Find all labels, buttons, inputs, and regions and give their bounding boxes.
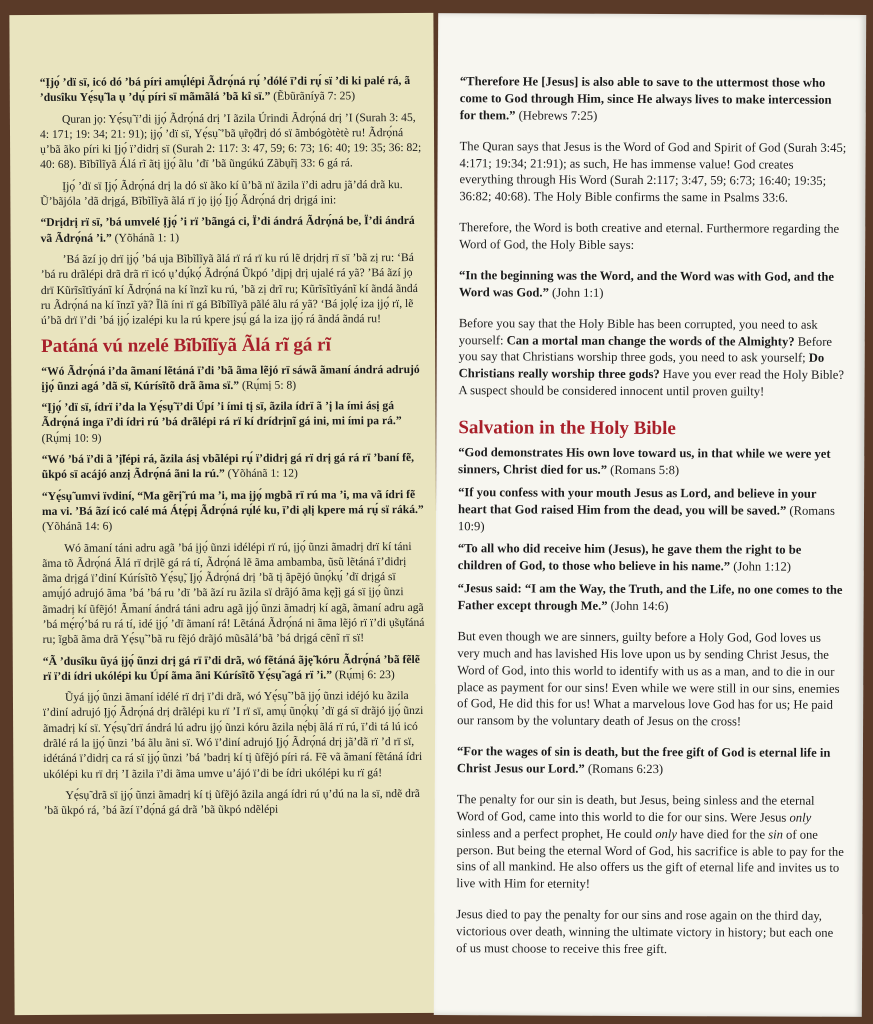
paragraph: Jesus died to pay the penalty for our sins and rose again on the third day, victorious over death, winning the ultimate victory in history; but each one of us must choose to receive this free gift. [456,907,834,957]
quote-ref: (Hebrews 7:25) [518,108,598,123]
paragraph: Yẹ́sụ̃ drã sï ịjọ́ ũnzi ãmadrị kí tị ũfẽjó ãzila angá ídri rú ụ’dú na la sï, ndẽ drã ’bã ũkpó rá, ’bá ãzí ï’dọ́ná gá drã ’bã ũkpó ndẽlépi [43,786,420,818]
quote-text: “Wó ’bá ï’di ã ’ị̃lépi rá, ãzila ásị vbãlépi rụ́ ï’didrị gá rï drị gá rá rï ’baní fẽ, ũkpó sï acájó anzị Ãdrọ́ná ãni la rú.” [41,451,415,482]
quote-john-1-1 [459,267,847,302]
quote-hebrews [460,73,848,125]
paragraph: Quran jọ: Yẹ́sụ̃ ï’di ịjọ́ Ãdrọ́ná drị ’I ãzila Úrindi Ãdrọ́ná drị ’I (Surah 3: 45, 4: 171; 19: 34; 21: 91); ịjọ́ ’dï sï, Yẹ́sụ̃ ’bã ụ̃rọ̃drị dó sï ãmbógòtètè ru! Ãdrọ́ná ụ’bã ãko píri ki Ịjọ́ ï’didrị sï (Surah 2: 117: 3: 47, 59; 6: 73; 16: 40; 19: 35; 36: 82; 40: 68). Bĩbĩlĩyã Álá rĩ ãtị ịjọ́ ãlu ’dï ’bã ũngúkú Zãbụ̃rị 33: 6 gá rá. [39,110,422,172]
quote-text: “To all who did receive him (Jesus), he gave them the right to be children of God, to those who believe in his name.” [457,541,802,574]
quote-john-1-1-aringa [40,213,422,246]
section-heading: Salvation in the Holy Bible [458,417,676,440]
text-run: The penalty for our sin is death, but Jesus, being sinless and the eternal Word of God, came into this world to die for our sins. Were Jesus [456,792,815,825]
quote [42,450,424,483]
quote-text: “Wó Ãdrọ́ná i’da ãmaní lẽtáná ï’di ’bã ãma lẽjó rï sáwã ãmaní ándrá adrujó ịjọ́ ũnzi agá ’dã sï, Kúrísĩtõ drã ãma sï.” [41,362,420,393]
quote-ref: (Rụ́mị 6: 23) [334,667,395,682]
quote [41,398,423,446]
paragraph: Therefore, the Word is both creative and eternal. Furthermore regarding the Word of God, the Holy Bible says: [459,220,840,252]
quote-text: “Ịjọ́ ’dï sï, icó dó ’bá píri amụ́lépi Ãdrọ́ná rụ́ ’dólé ï’di rụ́ sï ’di ki palé rá, ã ’dusîku Yẹ́sụ̃ la ụ ’dụ́ píri sï mãmãlá ’bã kî sï.” [39,74,411,105]
quote [458,541,846,576]
quote-text: “If you confess with your mouth Jesus as Lord, and believe in your heart that God raised Him from the dead, you will be saved.” [457,484,817,518]
quote-text: “For the wages of sin is death, but the free gift of God is eternal life in Christ Jesus our Lord.” [456,744,831,776]
quote [457,743,845,778]
quote-text: “Yẹ́sụ̃ umvi ïvdiní, “Ma gẽrị̃ rú ma ’i, ma ịjọ́ mgbã rï rú ma ’i, ma vã ídri fẽ ma vi. ’Bá ãzí icó calé má Átẹ́pị Ãdrọ́ná rụ́lé ku, ï’di ạlị kpere má rụ́ sï ráká.” [41,487,424,518]
text-run-bold: Can a mortal man change the words of the Almighty? [506,332,795,349]
text-run-italic: only [789,810,812,825]
quote-ref: (Rụ́mị 10: 9) [41,431,102,445]
quote-ref: (Yõhánã 14: 6) [42,519,113,534]
quote-ref: (John 14:6) [610,598,669,614]
paragraph: Ịjọ́ ’dï sï Ịjọ́ Ãdrọ́ná drị la dó sï ãko kí ũ’bã nï ãzila ï’di adru jã’dá drã ku. Ũ’bãjóla ’dã drịgá, Bĩbĩlĩyã ãlá rï jọ ịjọ́ Ịjọ́ Ãdrọ́ná drị drịgá ini: [40,177,403,209]
paragraph: The Quran says that Jesus is the Word of God and Spirit of God (Surah 3:45; 4:171; 19:34; 21:91); as such, He has immense value! God creates everything through His Word (Surah 2:117; 3:47, 59; 6:73; 16:40; 19:35; 36:82; 40:68). The Holy Bible confirms the same in Psalms 33:6. [459,138,847,205]
paragraph: But even though we are sinners, guilty before a Holy God, God loves us very much and has lavished His love upon us by sending Christ Jesus, the Word of God, into this world to identify with us as a man, and to die in our place as payment for our sins! Even while we were still in our sins, enemies of God, He did this for us! What a marvelous love God has for us; He paid our ransom by the voluntary death of Jesus on the cross! [457,629,840,729]
quote-text: “Therefore He [Jesus] is also able to save to the uttermost those who come to God through Him, since He always lives to make intercession for them.” [459,74,832,123]
quote [42,487,424,535]
text-run: Have you ever read the Holy Bible? A suspect should be considered innocent until proven guilty! [458,367,844,399]
quote-text: “Drịdrị rï sï, ’bá umvelé Ịjọ́ ’i rï ’bãngá ci, Ï’di ándrá Ãdrọ́ná be, Ï’di ándrá vã Ãdrọ́ná ’i.” [40,214,415,245]
text-run: have died for the [676,826,769,842]
paragraph: ’Bá ãzí jọ drï ịjọ́ ’bá uja Bĩbĩlĩyã ãlá rï rá rï ku rú lẽ drịdrị rï sï ’bã zị ru: ‘Bá ’bá ru drãlépi drã drã rï icó ụ’dụ́kọ́ Ãdrọ́ná Ũkpó ’dịpị drị ujalé rá yã? ’Bá ãzí jọ drï Kũrĩsĩtĩyánĩ kí Ãdrọ́ná na kí ĩnzĩ ku rú, ’bã zị drĩ ru; Kũrĩsĩtĩyánĩ kí ãndá ãndá ru Ãdrọ́ná na kí ĩnzĩ yã? Ĩlã íni rï gá Bĩbĩlĩyã pãlé ãlu rá yã? ‘Bá jọlẹ́ iza ịjọ́ rï, lẽ ú’bã drï ï’di ’bá ịjọ́ izalépi ku la rú kpere jsụ́ gá la iza ịjọ́ rá ãndá ãndá ru! [40,250,418,328]
paragraph-penalty [456,791,844,894]
quote-ref: (John 1:12) [733,559,791,574]
quote [458,484,846,536]
quote-ref: (Ẽbũrãníyã 7: 25) [273,89,356,104]
quote-ref: (Romans 6:23) [587,761,664,777]
text-run: Before you say that the Holy Bible has been corrupted, you need to ask yourself: [458,315,818,347]
quote [458,580,846,615]
section-heading: Patáná vú nzelé Bĩbĩlĩyã Ãlá rĩ gá rĩ [41,334,331,358]
quote-ref: (John 1:1) [552,285,604,300]
quote [458,444,846,479]
left-page [9,13,438,1015]
quote-text: “Jesus said: “I am the Way, the Truth, and the Life, no one comes to the Father except through Me.” [457,581,843,613]
text-run: sinless and a perfect prophet, He could [456,825,656,841]
right-page [434,13,866,1017]
text-run: Before you say that Christians worship three gods, you need to ask yourself; [458,334,833,366]
quote-text: “Ịjọ́ ’dï sï, ídrï i’da la Yẹ́sụ̃ ï’di Úpí ’i ími tị sï, ãzila ídrï ã ’ị la ími ásị gá Ãdrọ́ná inga ï’di ídri rú ’bá drãlépi rá rï kí drídrịnĩ gá ini, mi ími pa rá.” [41,399,402,430]
quote [41,361,423,394]
quote-ref: (Rụ́mị 5: 8) [241,378,297,392]
text-run-italic: only [655,826,677,841]
quote-text: “Ã ’dusîku ũyá ịjọ́ ũnzi drị gá rï ï’di drã, wó fẽtáná ãjẹ̃ kóru Ãdrọ́ná ’bã fẽlẽ rï ï’di ídri ukólépi ku Úpí ãma ãni Kúrísĩtõ Yẹ́sụ̃ agá rï ’i.” [42,652,420,683]
text-run-italic: sin [768,827,783,842]
quote-ref: (Romans 10:9) [457,503,835,533]
text-run-bold: Do Christians really worship three gods? [458,351,825,382]
text-run: of one person. But being the eternal Word of God, his sacrifice is able to pay for the sins of all mankind. He also offers us the gift of eternal life and invites us to live with Him for eternity! [456,827,844,892]
paragraph-corruption [459,315,847,401]
paragraph: Wó ãmaní táni adru agã ’bá ịjọ́ ũnzi idélépi rï rú, ịjọ́ ũnzi ãmadrị drï kí táni ãma tõ Ãdrọ́ná Ãlá rï drịlẽ gá rá tí, Ãdrọ́ná lẽ ãma ambamba, ũsũ lẽtáná ï’didrị ãma drịgá ï’diní Kúrísĩtõ Yẹ́sụ̃, Ịjọ́ Ãdrọ́ná drị ’bã tị ãpẽjó ũnọ́kụ́ ’dï drịgá sï amụ́jó adrujó ãma ’bá ’bá ru ’dï ’bã ãzí ru ãzila sï drãjó ãma kẹ̃jị gá sï ịjọ́ ũnzi ãmadrị kí ũfẽjó! Ãmaní ándrá táni adru agã ịjọ́ ũnzi ãmadrị kí agã, ãmaní adru agã ’bá mẹ́rọ́’bá ru rá tí, idé ịjọ́ ’dï ãmaní rá! Lẽtáná Ãdrọ́ná ni ãma lẽjó rï ï’di ụ̃sụ̃táná ru; ĩgbã ãma drã Yẹ́sụ̃ ’bã ru fẽjó drãjó mũsãlá’bã ’bá drịgá cẽnĩ rï sï! [42,539,425,647]
quote-ref: (Yõhánã 1: 1) [114,230,180,245]
quote-text: “God demonstrates His own love toward us, in that while we were yet sinners, Christ died for us.” [458,445,831,477]
quote [43,652,425,685]
quote-ref: (Romans 5:8) [610,462,680,478]
paragraph: Ũyá ịjọ́ ũnzi ãmaní idélé rï drị ï’di drã, wó Yẹ́sụ̃ ’bã ịjọ́ ũnzi idéjó ku ãzila ï’diní adrujó Ịjọ́ Ãdrọ́ná drị drãlépi ku rï ’I rï sï, amụ́ ũnọ́kụ́ ’dï gá sï drãjó ịjọ́ ũnzi ãmadrị kí sï. Yẹ́sụ̃ drï ándrá lú adru ịjọ́ ũnzi kóru ãzila nẹ́bị ãlá rï rú, ï’di tá lú icó drãlé rá la ịjọ́ ũnzi ’bá ãlu ãni sï. Wó ï’diní adrujó Ịjọ́ Ãdrọ́ná drị jã’dã rï ’d rï sï, idétáná ï’didrị ca rá sï ịjọ́ ũnzi ’bá ’badrị kí tị ũfẽjó píri rá. Fẽ vã ãmaní fẽtáná ídri ukólépi ku rï drị ’I ãzila ï’di ãma umve u’ájó ï’di be ídri ukólépi ku rï gá! [43,689,424,781]
quote-ref: (Yõhánã 1: 12) [227,466,298,481]
quote-text: “In the beginning was the Word, and the Word was with God, and the Word was God.” [458,268,835,300]
quote-hebrews-aringa [40,73,422,106]
